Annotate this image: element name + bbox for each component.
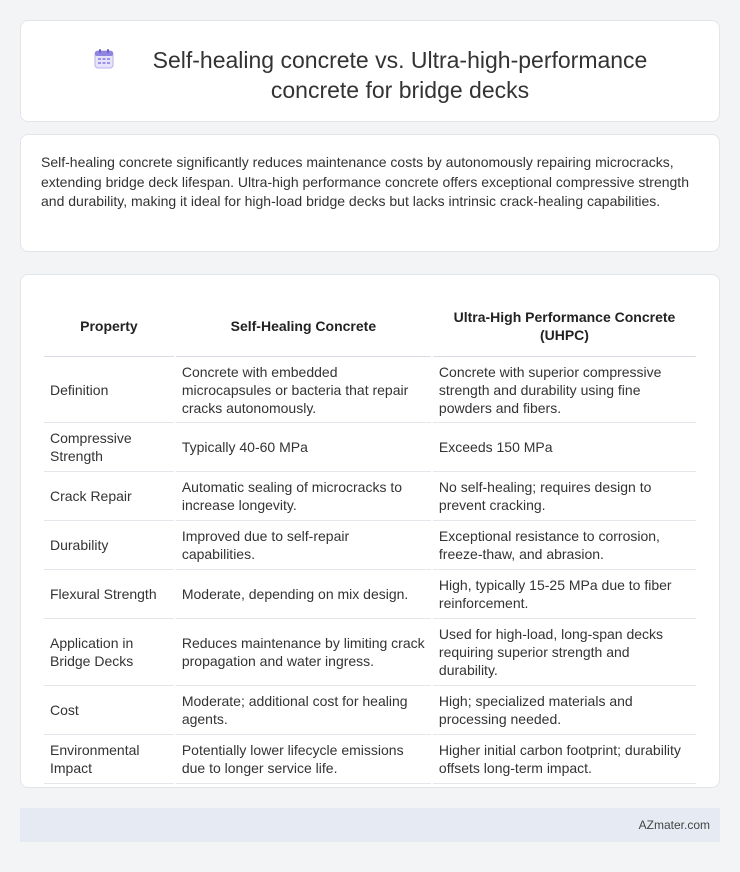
row-label: Durability (44, 521, 174, 570)
table-row (44, 686, 696, 735)
row-label: Application in Bridge Decks (44, 619, 174, 686)
row-label: Definition (44, 357, 174, 423)
self-healing-cell: Typically 40-60 MPa (176, 423, 431, 472)
table-row (44, 357, 696, 423)
footer-brand[interactable]: AZmater.com (638, 818, 710, 832)
row-label: Flexural Strength (44, 570, 174, 619)
row-label: Compressive Strength (44, 423, 174, 472)
footer-bar (20, 808, 720, 842)
uhpc-cell: Used for high-load, long-span decks requiring superior strength and durability. (433, 619, 696, 686)
uhpc-cell: Exceeds 150 MPa (433, 423, 696, 472)
intro-card (20, 134, 720, 252)
table-row (44, 735, 696, 784)
uhpc-cell: Concrete with superior compressive strength and durability using fine powders and fibers. (433, 357, 696, 423)
table-row (44, 570, 696, 619)
title-card (20, 20, 720, 122)
header-property: Property (44, 295, 174, 357)
header-uhpc: Ultra-High Performance Concrete (UHPC) (433, 295, 696, 357)
self-healing-cell: Concrete with embedded microcapsules or bacteria that repair cracks autonomously. (176, 357, 431, 423)
header-self-healing: Self-Healing Concrete (176, 295, 431, 357)
self-healing-cell: Potentially lower lifecycle emissions due to longer service life. (176, 735, 431, 784)
self-healing-cell: Automatic sealing of microcracks to increase longevity. (176, 472, 431, 521)
row-label: Crack Repair (44, 472, 174, 521)
table-row (44, 619, 696, 686)
comparison-table (42, 295, 698, 784)
table-header-row (44, 295, 696, 357)
row-label: Environmental Impact (44, 735, 174, 784)
row-label: Cost (44, 686, 174, 735)
page-title: Self-healing concrete vs. Ultra-high-performance concrete for bridge decks (152, 47, 648, 103)
uhpc-cell: High; specialized materials and processing needed. (433, 686, 696, 735)
self-healing-cell: Moderate; additional cost for healing agents. (176, 686, 431, 735)
uhpc-cell: Exceptional resistance to corrosion, freeze-thaw, and abrasion. (433, 521, 696, 570)
table-row (44, 472, 696, 521)
uhpc-cell: Higher initial carbon footprint; durability offsets long-term impact. (433, 735, 696, 784)
table-row (44, 521, 696, 570)
self-healing-cell: Reduces maintenance by limiting crack propagation and water ingress. (176, 619, 431, 686)
self-healing-cell: Moderate, depending on mix design. (176, 570, 431, 619)
uhpc-cell: No self-healing; requires design to prevent cracking. (433, 472, 696, 521)
intro-paragraph: Self-healing concrete significantly reduces maintenance costs by autonomously repairing microcracks, extending bridge deck lifespan. Ultra-high performance concrete offers exceptional compressive strength and durability, making it ideal for high-load bridge decks but lacks intrinsic crack-healing capabilities. (41, 154, 689, 209)
uhpc-cell: High, typically 15-25 MPa due to fiber reinforcement. (433, 570, 696, 619)
table-row (44, 423, 696, 472)
comparison-card (20, 274, 720, 788)
self-healing-cell: Improved due to self-repair capabilities. (176, 521, 431, 570)
